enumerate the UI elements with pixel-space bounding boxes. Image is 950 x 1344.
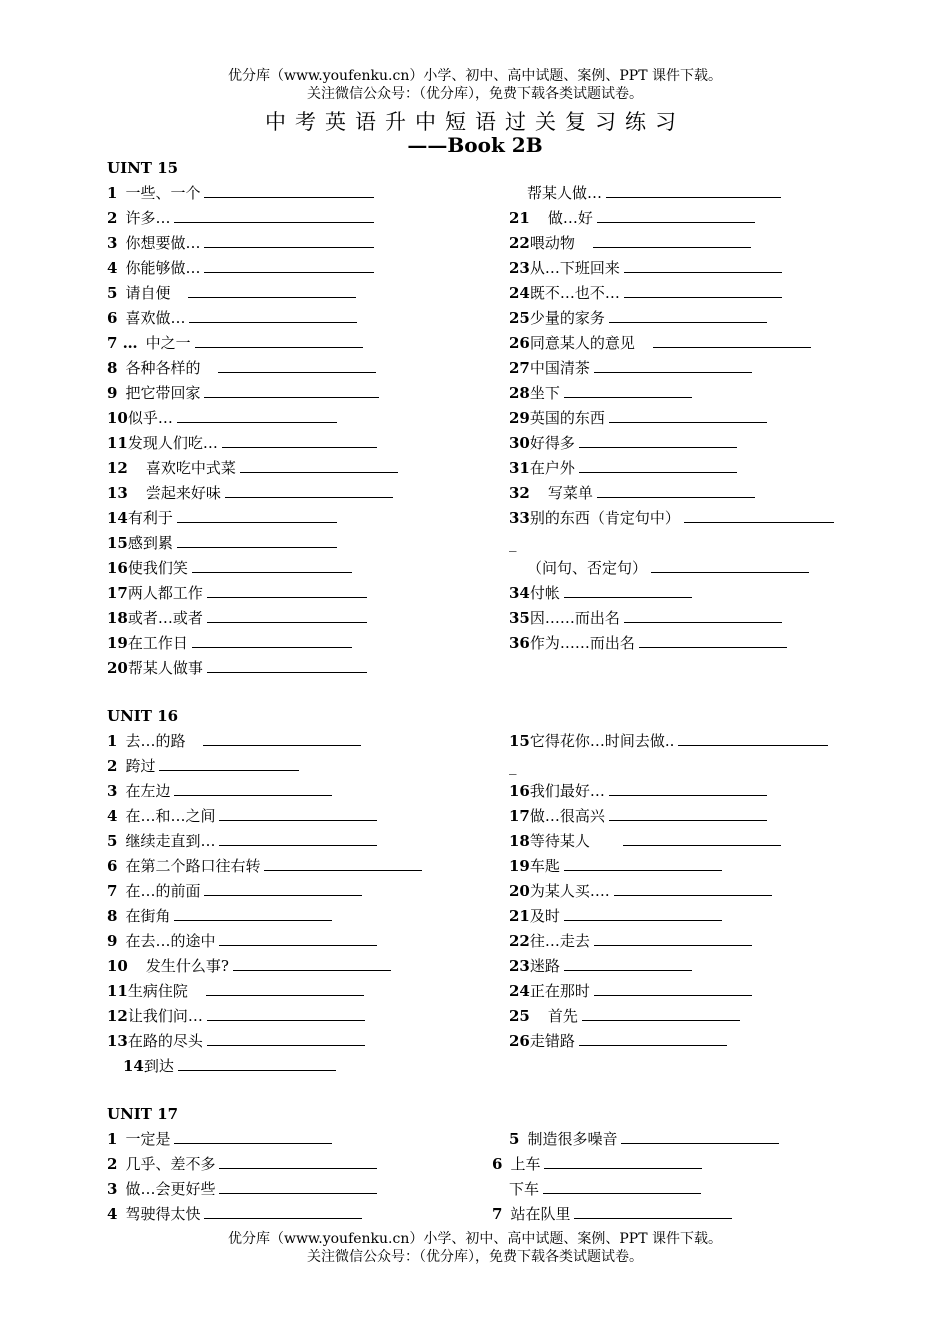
answer-blank[interactable] bbox=[564, 383, 692, 398]
exercise-row bbox=[107, 781, 332, 801]
answer-blank[interactable] bbox=[544, 1154, 702, 1169]
unit-15-heading: UINT 15 bbox=[107, 159, 179, 177]
item-number: 23 bbox=[509, 259, 530, 277]
answer-blank[interactable] bbox=[219, 1179, 377, 1194]
exercise-row bbox=[509, 483, 755, 503]
exercise-row bbox=[107, 856, 422, 876]
item-number: 13 bbox=[107, 1032, 128, 1050]
exercise-row bbox=[123, 1056, 336, 1076]
item-number: 26 bbox=[509, 1032, 530, 1050]
answer-blank[interactable] bbox=[188, 283, 356, 298]
answer-blank[interactable] bbox=[579, 458, 737, 473]
exercise-row bbox=[107, 731, 361, 751]
exercise-row bbox=[509, 756, 517, 776]
answer-blank[interactable] bbox=[609, 308, 767, 323]
exercise-row bbox=[509, 433, 737, 453]
item-number: 11 bbox=[107, 434, 128, 452]
exercise-row bbox=[492, 1204, 732, 1224]
exercise-row bbox=[107, 408, 337, 428]
item-prompt: 在去…的途中 bbox=[125, 932, 216, 950]
item-prompt: 喜欢做… bbox=[125, 309, 186, 327]
item-number: 2 bbox=[107, 209, 118, 227]
page-subtitle: ——Book 2B bbox=[407, 133, 543, 157]
answer-blank[interactable] bbox=[543, 1179, 701, 1194]
exercise-row bbox=[509, 358, 752, 378]
item-prompt: 从…下班回来 bbox=[529, 259, 620, 277]
answer-blank[interactable] bbox=[159, 756, 299, 771]
item-prompt: 在工作日 bbox=[127, 634, 188, 652]
answer-blank[interactable] bbox=[219, 806, 377, 821]
exercise-row bbox=[509, 608, 782, 628]
answer-blank[interactable] bbox=[574, 1204, 732, 1219]
item-number: 14 bbox=[107, 509, 128, 527]
item-number: 8 bbox=[107, 359, 118, 377]
header-line-1: 优分库（www.youfenku.cn）小学、初中、高中试题、案例、PPT 课件下载。 bbox=[227, 68, 722, 84]
item-number: 35 bbox=[509, 609, 530, 627]
item-number: 12 bbox=[107, 459, 128, 477]
answer-blank[interactable] bbox=[594, 931, 752, 946]
exercise-row bbox=[107, 333, 363, 353]
exercise-row bbox=[107, 981, 364, 1001]
exercise-row bbox=[107, 483, 393, 503]
item-prompt: 坐下 bbox=[529, 384, 560, 402]
item-number: 3 bbox=[107, 1180, 118, 1198]
exercise-row bbox=[492, 1154, 702, 1174]
exercise-row bbox=[107, 583, 367, 603]
item-number: 17 bbox=[107, 584, 128, 602]
item-prompt: 在路的尽头 bbox=[127, 1032, 203, 1050]
answer-blank[interactable] bbox=[614, 881, 772, 896]
item-number: 8 bbox=[107, 907, 118, 925]
item-prompt: 因……而出名 bbox=[529, 609, 620, 627]
exercise-row bbox=[107, 906, 332, 926]
exercise-row bbox=[107, 458, 398, 478]
item-prompt: 感到累 bbox=[127, 534, 173, 552]
exercise-row bbox=[107, 233, 374, 253]
answer-blank[interactable] bbox=[678, 731, 828, 746]
item-number: 19 bbox=[107, 634, 128, 652]
item-prompt: 英国的东西 bbox=[529, 409, 605, 427]
item-number: 1 bbox=[107, 184, 118, 202]
answer-blank[interactable] bbox=[593, 233, 751, 248]
exercise-row bbox=[107, 931, 377, 951]
exercise-row bbox=[107, 258, 374, 278]
exercise-row bbox=[509, 308, 767, 328]
exercise-row bbox=[509, 1129, 779, 1149]
item-prompt: 各种各样的 bbox=[125, 359, 201, 377]
answer-blank[interactable] bbox=[174, 781, 332, 796]
item-number: 3 bbox=[107, 234, 118, 252]
exercise-row bbox=[107, 1006, 365, 1026]
item-number: 6 bbox=[107, 309, 118, 327]
exercise-row bbox=[509, 831, 781, 851]
item-prompt: 等待某人 bbox=[529, 832, 590, 850]
item-number: 34 bbox=[509, 584, 530, 602]
answer-blank[interactable] bbox=[174, 1129, 332, 1144]
exercise-row bbox=[107, 383, 379, 403]
exercise-row bbox=[509, 283, 782, 303]
answer-blank[interactable] bbox=[623, 831, 781, 846]
item-prompt: 同意某人的意见 bbox=[529, 334, 635, 352]
item-prompt: 写菜单 bbox=[547, 484, 593, 502]
item-prompt: 在户外 bbox=[529, 459, 575, 477]
item-prompt: 或者…或者 bbox=[127, 609, 203, 627]
answer-blank[interactable] bbox=[684, 508, 834, 523]
item-number: 19 bbox=[509, 857, 530, 875]
item-number: 1 bbox=[107, 732, 118, 750]
item-number: 4 bbox=[107, 807, 118, 825]
answer-blank[interactable] bbox=[597, 483, 755, 498]
exercise-row bbox=[107, 756, 299, 776]
item-prompt: 似乎… bbox=[127, 409, 173, 427]
answer-blank[interactable] bbox=[177, 533, 337, 548]
answer-blank[interactable] bbox=[639, 633, 787, 648]
item-number: 4 bbox=[107, 1205, 118, 1223]
exercise-row bbox=[107, 508, 337, 528]
answer-blank[interactable] bbox=[174, 906, 332, 921]
exercise-row bbox=[107, 608, 367, 628]
exercise-row bbox=[107, 881, 362, 901]
item-prompt: （问句、否定句） bbox=[527, 559, 648, 577]
answer-blank[interactable] bbox=[594, 981, 752, 996]
item-prompt: 两人都工作 bbox=[127, 584, 203, 602]
item-number: 7 … bbox=[107, 334, 138, 352]
item-prompt: 付帐 bbox=[529, 584, 560, 602]
item-prompt: 在…和…之间 bbox=[125, 807, 216, 825]
exercise-row bbox=[527, 183, 781, 203]
unit-16-heading: UNIT 16 bbox=[107, 707, 179, 725]
exercise-row bbox=[107, 1129, 332, 1149]
answer-blank[interactable] bbox=[233, 956, 391, 971]
exercise-row bbox=[107, 208, 374, 228]
item-number: 20 bbox=[107, 659, 128, 677]
answer-blank[interactable] bbox=[207, 1006, 365, 1021]
item-number: 32 bbox=[509, 484, 530, 502]
item-number: 27 bbox=[509, 359, 530, 377]
item-prompt: 我们最好… bbox=[529, 782, 605, 800]
answer-blank[interactable] bbox=[564, 906, 722, 921]
item-prompt: 帮某人做… bbox=[527, 184, 603, 202]
item-prompt: 请自便 bbox=[125, 284, 171, 302]
answer-blank[interactable] bbox=[195, 333, 363, 348]
item-prompt: 生病住院 bbox=[127, 982, 188, 1000]
item-prompt: 使我们笑 bbox=[127, 559, 188, 577]
item-prompt: 中国清茶 bbox=[529, 359, 590, 377]
exercise-row bbox=[509, 533, 517, 553]
item-number: 3 bbox=[107, 782, 118, 800]
exercise-row bbox=[107, 956, 391, 976]
item-prompt: 喜欢吃中式菜 bbox=[145, 459, 236, 477]
item-prompt: 为某人买…. bbox=[529, 882, 610, 900]
exercise-row bbox=[107, 831, 377, 851]
answer-blank[interactable] bbox=[564, 583, 692, 598]
exercise-row bbox=[107, 533, 337, 553]
item-prompt: 既不…也不… bbox=[529, 284, 620, 302]
answer-blank[interactable] bbox=[240, 458, 398, 473]
exercise-row bbox=[107, 1031, 365, 1051]
item-number: 15 bbox=[107, 534, 128, 552]
item-number: 9 bbox=[107, 384, 118, 402]
answer-blank[interactable] bbox=[219, 831, 377, 846]
item-prompt: 几乎、差不多 bbox=[125, 1155, 216, 1173]
answer-blank[interactable] bbox=[624, 608, 782, 623]
exercise-row bbox=[509, 408, 767, 428]
answer-blank[interactable] bbox=[579, 1031, 727, 1046]
item-number: 33 bbox=[509, 509, 530, 527]
item-prompt: 上车 bbox=[510, 1155, 541, 1173]
answer-blank[interactable] bbox=[222, 433, 377, 448]
item-number: 29 bbox=[509, 409, 530, 427]
answer-blank[interactable] bbox=[582, 1006, 740, 1021]
item-prompt: 作为……而出名 bbox=[529, 634, 635, 652]
unit-17-heading: UNIT 17 bbox=[107, 1105, 179, 1123]
item-number: 1 bbox=[107, 1130, 118, 1148]
item-number: 22 bbox=[509, 932, 530, 950]
item-prompt: 在…的前面 bbox=[125, 882, 201, 900]
item-number: 13 bbox=[107, 484, 128, 502]
item-number: 14 bbox=[123, 1057, 144, 1075]
answer-blank[interactable] bbox=[579, 433, 737, 448]
exercise-row bbox=[107, 1204, 362, 1224]
item-prompt: 做…很高兴 bbox=[529, 807, 605, 825]
exercise-row bbox=[509, 906, 722, 926]
item-number: 10 bbox=[107, 957, 128, 975]
item-prompt: 下车 bbox=[509, 1180, 540, 1198]
exercise-row bbox=[509, 458, 737, 478]
exercise-row bbox=[509, 981, 752, 1001]
answer-blank[interactable] bbox=[203, 731, 361, 746]
answer-blank[interactable] bbox=[225, 483, 393, 498]
exercise-row bbox=[107, 308, 357, 328]
answer-blank[interactable] bbox=[653, 333, 811, 348]
exercise-row bbox=[509, 1006, 740, 1026]
item-number: 26 bbox=[509, 334, 530, 352]
answer-blank[interactable] bbox=[609, 408, 767, 423]
item-prompt: _ bbox=[509, 757, 517, 775]
answer-blank[interactable] bbox=[564, 856, 722, 871]
item-number: 5 bbox=[509, 1130, 520, 1148]
exercise-row bbox=[509, 583, 692, 603]
item-number: 4 bbox=[107, 259, 118, 277]
item-prompt: 发生什么事? bbox=[145, 957, 229, 975]
item-number: 23 bbox=[509, 957, 530, 975]
answer-blank[interactable] bbox=[621, 1129, 779, 1144]
item-number: 28 bbox=[509, 384, 530, 402]
exercise-row bbox=[509, 383, 692, 403]
exercise-row bbox=[107, 658, 367, 678]
exercise-row bbox=[107, 358, 376, 378]
item-prompt: 到达 bbox=[143, 1057, 174, 1075]
exercise-row bbox=[509, 258, 782, 278]
exercise-row bbox=[527, 558, 809, 578]
item-number: 11 bbox=[107, 982, 128, 1000]
answer-blank[interactable] bbox=[192, 558, 352, 573]
item-prompt: 做…会更好些 bbox=[125, 1180, 216, 1198]
exercise-row bbox=[509, 333, 811, 353]
item-number: 16 bbox=[509, 782, 530, 800]
item-number: 25 bbox=[509, 309, 530, 327]
exercise-row bbox=[107, 806, 377, 826]
answer-blank[interactable] bbox=[219, 931, 377, 946]
item-prompt: 发现人们吃… bbox=[127, 434, 218, 452]
answer-blank[interactable] bbox=[177, 408, 337, 423]
exercise-row bbox=[107, 183, 374, 203]
item-prompt: 把它带回家 bbox=[125, 384, 201, 402]
answer-blank[interactable] bbox=[609, 781, 767, 796]
answer-blank[interactable] bbox=[206, 981, 364, 996]
item-prompt: 做…好 bbox=[547, 209, 593, 227]
exercise-row bbox=[509, 633, 787, 653]
exercise-row bbox=[509, 208, 755, 228]
exercise-row bbox=[509, 1031, 727, 1051]
answer-blank[interactable] bbox=[207, 1031, 365, 1046]
item-prompt: 有利于 bbox=[127, 509, 173, 527]
item-prompt: 别的东西（肯定句中） bbox=[529, 509, 680, 527]
answer-blank[interactable] bbox=[219, 1154, 377, 1169]
exercise-row bbox=[107, 283, 356, 303]
exercise-row bbox=[509, 781, 767, 801]
footer-line-2: 关注微信公众号：（优分库），免费下载各类试题试卷。 bbox=[307, 1249, 643, 1265]
answer-blank[interactable] bbox=[264, 856, 422, 871]
answer-blank[interactable] bbox=[594, 358, 752, 373]
item-prompt: 它得花你…时间去做.. bbox=[529, 732, 675, 750]
item-number: 36 bbox=[509, 634, 530, 652]
item-prompt: 在第二个路口往右转 bbox=[125, 857, 261, 875]
item-number: 15 bbox=[509, 732, 530, 750]
answer-blank[interactable] bbox=[651, 558, 809, 573]
answer-blank[interactable] bbox=[177, 508, 337, 523]
answer-blank[interactable] bbox=[189, 308, 357, 323]
item-number: 22 bbox=[509, 234, 530, 252]
item-prompt: 好得多 bbox=[529, 434, 575, 452]
answer-blank[interactable] bbox=[204, 1204, 362, 1219]
answer-blank[interactable] bbox=[204, 383, 379, 398]
item-prompt: 及时 bbox=[529, 907, 560, 925]
item-number: 25 bbox=[509, 1007, 530, 1025]
item-prompt: 你能够做… bbox=[125, 259, 201, 277]
item-number: 9 bbox=[107, 932, 118, 950]
item-number: 2 bbox=[107, 1155, 118, 1173]
answer-blank[interactable] bbox=[564, 956, 692, 971]
item-number: 21 bbox=[509, 209, 530, 227]
item-prompt: 继续走直到… bbox=[125, 832, 216, 850]
item-prompt: 中之一 bbox=[145, 334, 191, 352]
item-prompt: 许多… bbox=[125, 209, 171, 227]
item-prompt: 往…走去 bbox=[529, 932, 590, 950]
answer-blank[interactable] bbox=[178, 1056, 336, 1071]
item-prompt: 在左边 bbox=[125, 782, 171, 800]
answer-blank[interactable] bbox=[192, 633, 352, 648]
item-number: 17 bbox=[509, 807, 530, 825]
item-prompt: 尝起来好味 bbox=[145, 484, 221, 502]
item-number: 21 bbox=[509, 907, 530, 925]
item-number: 24 bbox=[509, 982, 530, 1000]
exercise-row bbox=[509, 856, 722, 876]
item-prompt: 在街角 bbox=[125, 907, 171, 925]
exercise-row bbox=[509, 956, 692, 976]
exercise-row bbox=[509, 881, 772, 901]
item-number: 30 bbox=[509, 434, 530, 452]
answer-blank[interactable] bbox=[204, 183, 374, 198]
item-prompt: _ bbox=[509, 534, 517, 552]
item-number: 5 bbox=[107, 284, 118, 302]
exercise-row bbox=[107, 433, 377, 453]
item-prompt: 少量的家务 bbox=[529, 309, 605, 327]
item-number: 5 bbox=[107, 832, 118, 850]
header-line-2: 关注微信公众号：（优分库），免费下载各类试题试卷。 bbox=[307, 86, 643, 102]
answer-blank[interactable] bbox=[204, 233, 374, 248]
item-prompt: 去…的路 bbox=[125, 732, 186, 750]
item-prompt: 你想要做… bbox=[125, 234, 201, 252]
item-number: 12 bbox=[107, 1007, 128, 1025]
footer-line-1: 优分库（www.youfenku.cn）小学、初中、高中试题、案例、PPT 课件下载。 bbox=[227, 1231, 722, 1247]
item-prompt: 跨过 bbox=[125, 757, 156, 775]
item-number: 7 bbox=[492, 1205, 503, 1223]
item-prompt: 正在那时 bbox=[529, 982, 590, 1000]
answer-blank[interactable] bbox=[204, 881, 362, 896]
item-prompt: 让我们问… bbox=[127, 1007, 203, 1025]
exercise-row bbox=[509, 508, 834, 528]
answer-blank[interactable] bbox=[609, 806, 767, 821]
item-number: 31 bbox=[509, 459, 530, 477]
exercise-row bbox=[509, 233, 751, 253]
item-prompt: 首先 bbox=[547, 1007, 578, 1025]
page-title: 中考英语升中短语过关复习练习 bbox=[265, 110, 685, 134]
answer-blank[interactable] bbox=[207, 658, 367, 673]
item-prompt: 走错路 bbox=[529, 1032, 575, 1050]
item-number: 24 bbox=[509, 284, 530, 302]
answer-blank[interactable] bbox=[207, 583, 367, 598]
item-prompt: 一些、一个 bbox=[125, 184, 201, 202]
answer-blank[interactable] bbox=[624, 258, 782, 273]
answer-blank[interactable] bbox=[204, 258, 374, 273]
item-number: 18 bbox=[509, 832, 530, 850]
item-number: 6 bbox=[492, 1155, 503, 1173]
answer-blank[interactable] bbox=[207, 608, 367, 623]
item-prompt: 驾驶得太快 bbox=[125, 1205, 201, 1223]
exercise-row bbox=[107, 1154, 377, 1174]
item-number: 6 bbox=[107, 857, 118, 875]
exercise-row bbox=[509, 931, 752, 951]
item-number: 18 bbox=[107, 609, 128, 627]
answer-blank[interactable] bbox=[174, 208, 374, 223]
item-number: 10 bbox=[107, 409, 128, 427]
item-number: 20 bbox=[509, 882, 530, 900]
item-prompt: 一定是 bbox=[125, 1130, 171, 1148]
item-number: 16 bbox=[107, 559, 128, 577]
item-prompt: 迷路 bbox=[529, 957, 560, 975]
item-number: 7 bbox=[107, 882, 118, 900]
item-prompt: 制造很多噪音 bbox=[527, 1130, 618, 1148]
item-prompt: 车匙 bbox=[529, 857, 560, 875]
item-prompt: 站在队里 bbox=[510, 1205, 571, 1223]
exercise-row bbox=[107, 1179, 377, 1199]
exercise-row bbox=[107, 633, 352, 653]
item-number: 2 bbox=[107, 757, 118, 775]
answer-blank[interactable] bbox=[597, 208, 755, 223]
answer-blank[interactable] bbox=[218, 358, 376, 373]
item-prompt: 帮某人做事 bbox=[127, 659, 203, 677]
answer-blank[interactable] bbox=[606, 183, 781, 198]
answer-blank[interactable] bbox=[624, 283, 782, 298]
exercise-row bbox=[509, 731, 828, 751]
exercise-row bbox=[509, 806, 767, 826]
exercise-row bbox=[107, 558, 352, 578]
item-prompt: 喂动物 bbox=[529, 234, 575, 252]
exercise-row bbox=[509, 1179, 701, 1199]
